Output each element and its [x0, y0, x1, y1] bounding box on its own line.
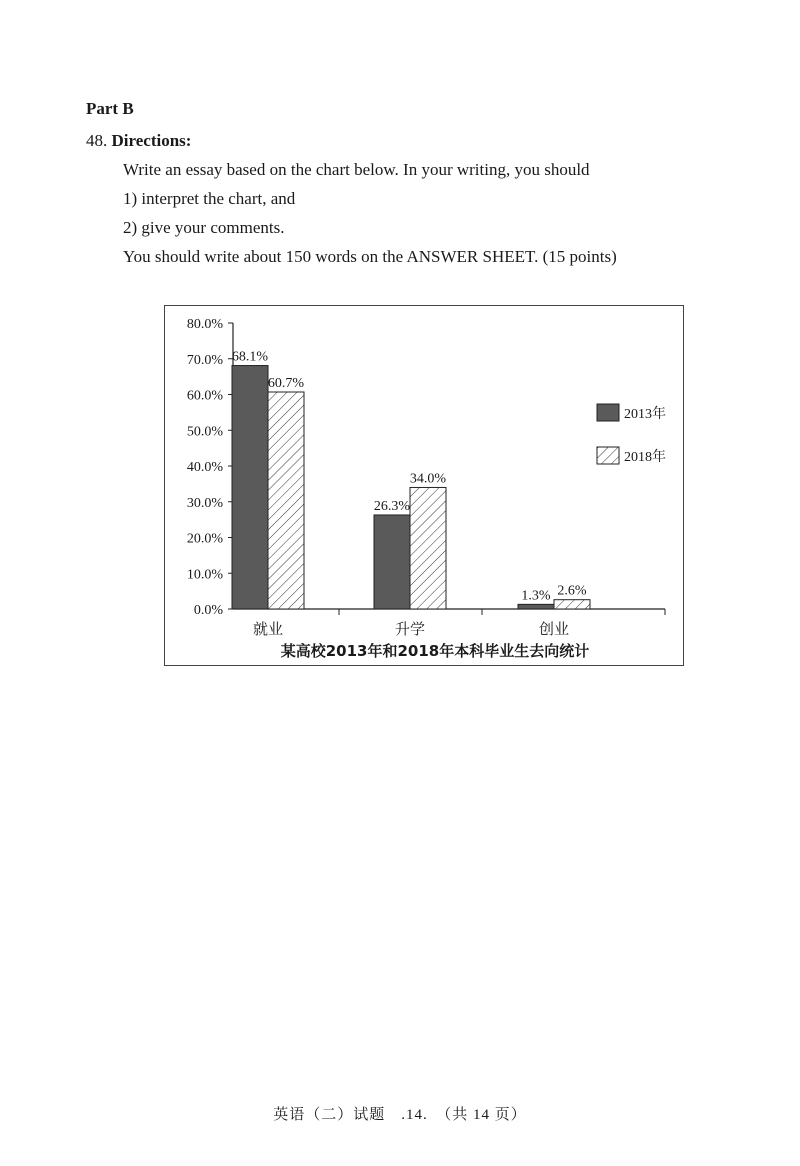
data-label: 2.6% — [557, 583, 587, 599]
x-category-label: 创业 — [538, 620, 570, 638]
y-tick-label: 40.0% — [186, 460, 223, 475]
legend-label: 2018年 — [624, 450, 666, 465]
y-tick-label: 80.0% — [186, 317, 223, 332]
bar-2013 — [374, 515, 410, 609]
bar-chart — [165, 306, 685, 667]
instruction-line-1: Write an essay based on the chart below. In your writing, you should — [123, 160, 590, 179]
bar-2013 — [232, 366, 268, 609]
data-label: 34.0% — [409, 471, 447, 487]
data-label: 60.7% — [267, 375, 305, 391]
y-tick-label: 10.0% — [186, 567, 223, 583]
y-tick-label: 50.0% — [186, 424, 223, 440]
bar-2018 — [554, 600, 590, 609]
legend-label: 2013年 — [624, 407, 666, 422]
page-footer: 英语（二）试题 .14. （共 14 页） — [273, 1107, 527, 1123]
data-label: 26.3% — [373, 498, 411, 514]
chart-title: 某高校2013年和2018年本科毕业生去向统计 — [280, 642, 590, 660]
legend-swatch — [597, 404, 619, 421]
x-category-label: 就业 — [252, 620, 284, 638]
bar-2018 — [268, 392, 304, 609]
instruction-line-3: 2) give your comments. — [123, 218, 285, 237]
y-tick-label: 0.0% — [193, 603, 223, 618]
y-tick-label: 60.0% — [186, 388, 223, 404]
bar-2018 — [410, 487, 446, 609]
data-label: 1.3% — [521, 588, 551, 604]
legend-swatch — [597, 447, 619, 464]
question-heading — [86, 131, 191, 151]
chart-frame — [164, 305, 684, 666]
data-label: 68.1% — [231, 349, 269, 365]
part-title: Part B — [86, 99, 134, 118]
y-tick-label: 70.0% — [186, 352, 223, 368]
directions-label: Directions: — [111, 131, 192, 150]
bar-2013 — [518, 604, 554, 609]
y-tick-label: 20.0% — [186, 531, 223, 547]
instruction-line-4: You should write about 150 words on the ANSWER SHEET. (15 points) — [123, 247, 617, 266]
y-tick-label: 30.0% — [186, 495, 223, 511]
instruction-line-2: 1) interpret the chart, and — [123, 189, 296, 208]
x-category-label: 升学 — [394, 620, 426, 638]
question-number: 48. — [86, 131, 108, 150]
